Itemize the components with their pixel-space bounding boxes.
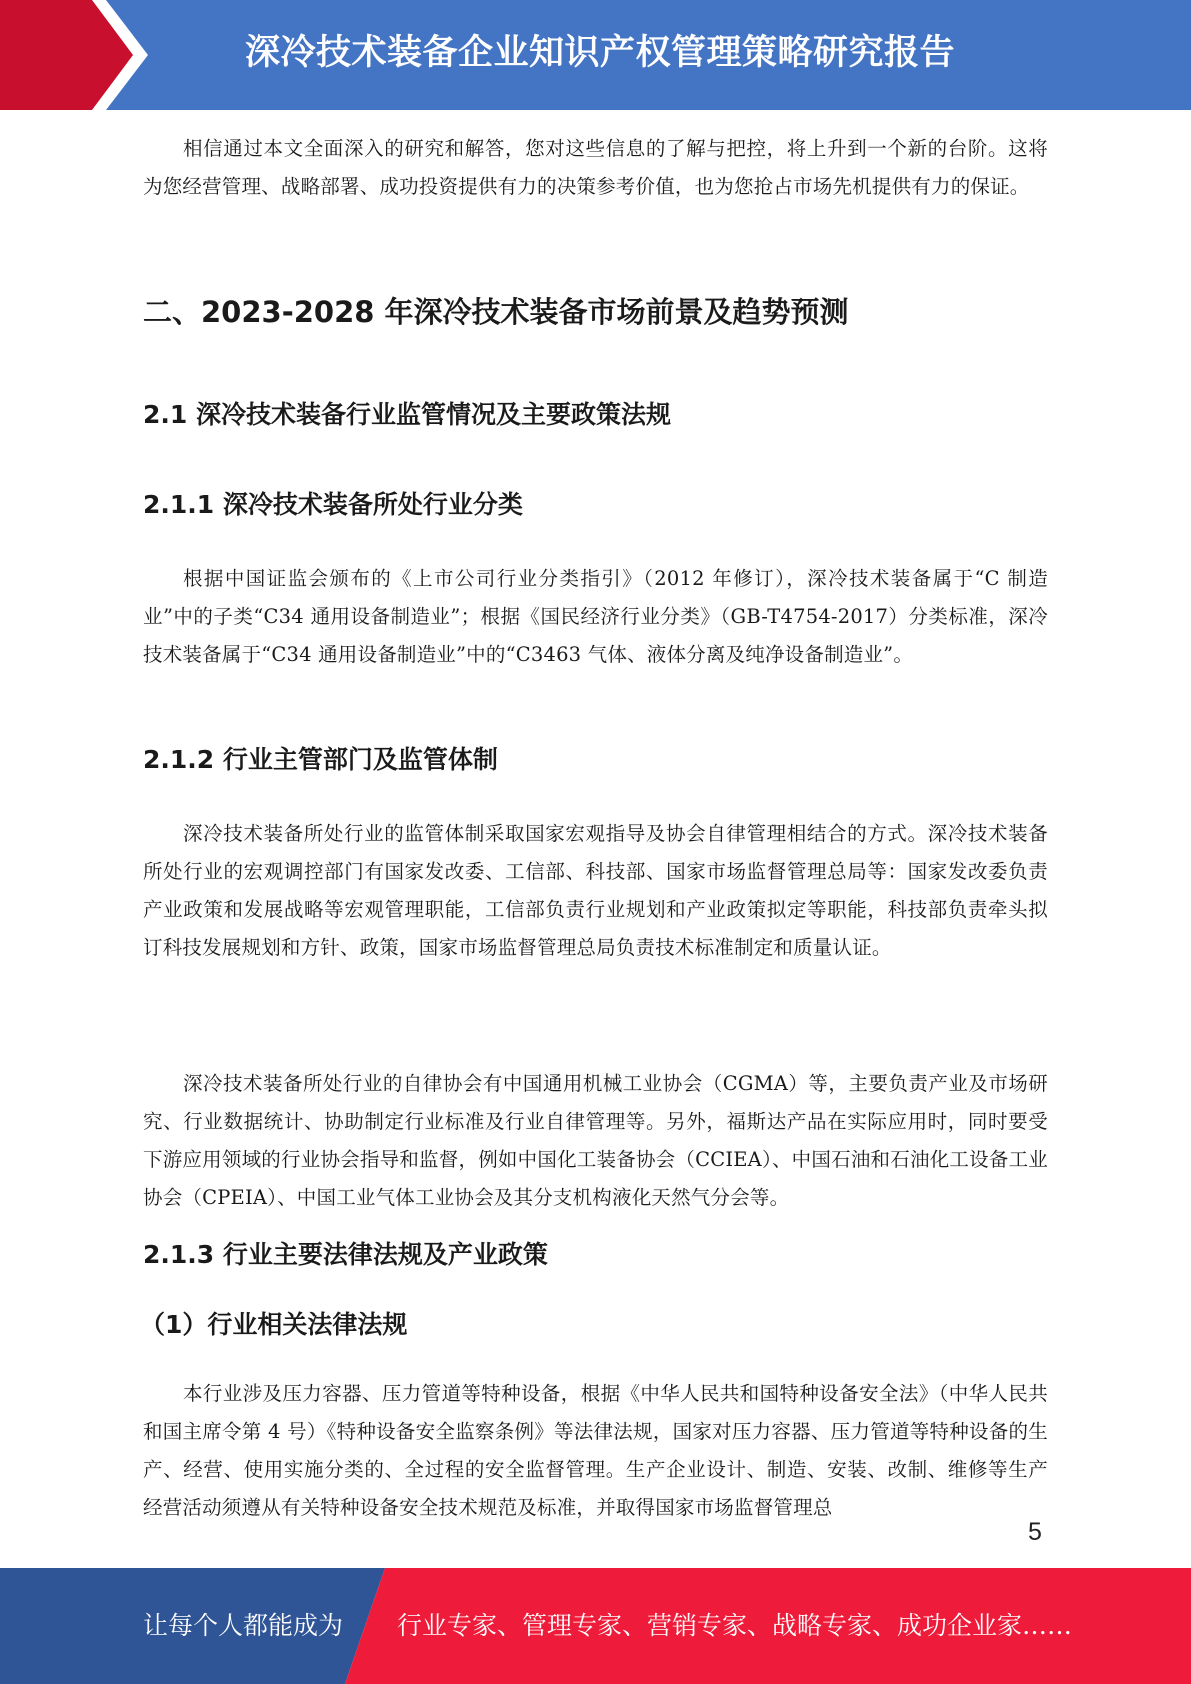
footer-slogan-right: 行业专家、管理专家、营销专家、战略专家、成功企业家……: [397, 1611, 1073, 1640]
subsection-1-heading: （1）行业相关法律法规: [140, 1310, 408, 1339]
footer-slogan-left: 让每个人都能成为: [143, 1611, 344, 1640]
page-footer: [0, 1568, 1191, 1684]
section-2-1-heading: 2.1 深冷技术装备行业监管情况及主要政策法规: [143, 400, 671, 429]
section-2-1-2-heading: 2.1.2 行业主管部门及监管体制: [143, 745, 498, 774]
report-title: 深冷技术装备企业知识产权管理策略研究报告: [245, 33, 956, 73]
page-header: [0, 0, 1191, 110]
section-2-1-2-paragraph-2: 深冷技术装备所处行业的自律协会有中国通用机械工业协会（CGMA）等，主要负责产业及市场研究、行业数据统计、协助制定行业标准及行业自律管理等。另外，福斯达产品在实际应用时，同时要受下游应用领域的行业协会指导和监督，例如中国化工装备协会（CCIEA）、中国石油和石油化工设备工业协会（CPEIA）、中国工业气体工业协会及其分支机构液化天然气分会等。: [143, 1072, 1048, 1209]
section-2-1-3-heading: 2.1.3 行业主要法律法规及产业政策: [143, 1240, 548, 1269]
section-2-1-2-paragraph-1: 深冷技术装备所处行业的监管体制采取国家宏观指导及协会自律管理相结合的方式。深冷技术装备所处行业的宏观调控部门有国家发改委、工信部、科技部、国家市场监督管理总局等：国家发改委负责产业政策和发展战略等宏观管理职能，工信部负责行业规划和产业政策拟定等职能，科技部负责牵头拟订科技发展规划和方针、政策，国家市场监督管理总局负责技术标准制定和质量认证。: [143, 822, 1048, 959]
section-2-1-1-heading: 2.1.1 深冷技术装备所处行业分类: [143, 490, 523, 519]
section-2-1-1-paragraph: 根据中国证监会颁布的《上市公司行业分类指引》（2012 年修订），深冷技术装备属于“C 制造业”中的子类“C34 通用设备制造业”；根据《国民经济行业分类》（GB-T4754-2017）分类标准，深冷技术装备属于“C34 通用设备制造业”中的“C3463 气体、液体分离及纯净设备制造业”。: [143, 567, 1048, 666]
subsection-1-paragraph: 本行业涉及压力容器、压力管道等特种设备，根据《中华人民共和国特种设备安全法》（中华人民共和国主席令第 4 号）《特种设备安全监察条例》等法律法规，国家对压力容器、压力管道等特种设备的生产、经营、使用实施分类的、全过程的安全监督管理。生产企业设计、制造、安装、改制、维修等生产经营活动须遵从有关特种设备安全技术规范及标准，并取得国家市场监督管理总: [143, 1382, 1048, 1519]
section-2-heading: 二、2023-2028 年深冷技术装备市场前景及趋势预测: [143, 295, 849, 329]
page-number: 5: [1028, 1518, 1042, 1546]
intro-paragraph: 相信通过本文全面深入的研究和解答，您对这些信息的了解与把控，将上升到一个新的台阶。这将为您经营管理、战略部署、成功投资提供有力的决策参考价值，也为您抢占市场先机提供有力的保证。: [143, 137, 1048, 198]
